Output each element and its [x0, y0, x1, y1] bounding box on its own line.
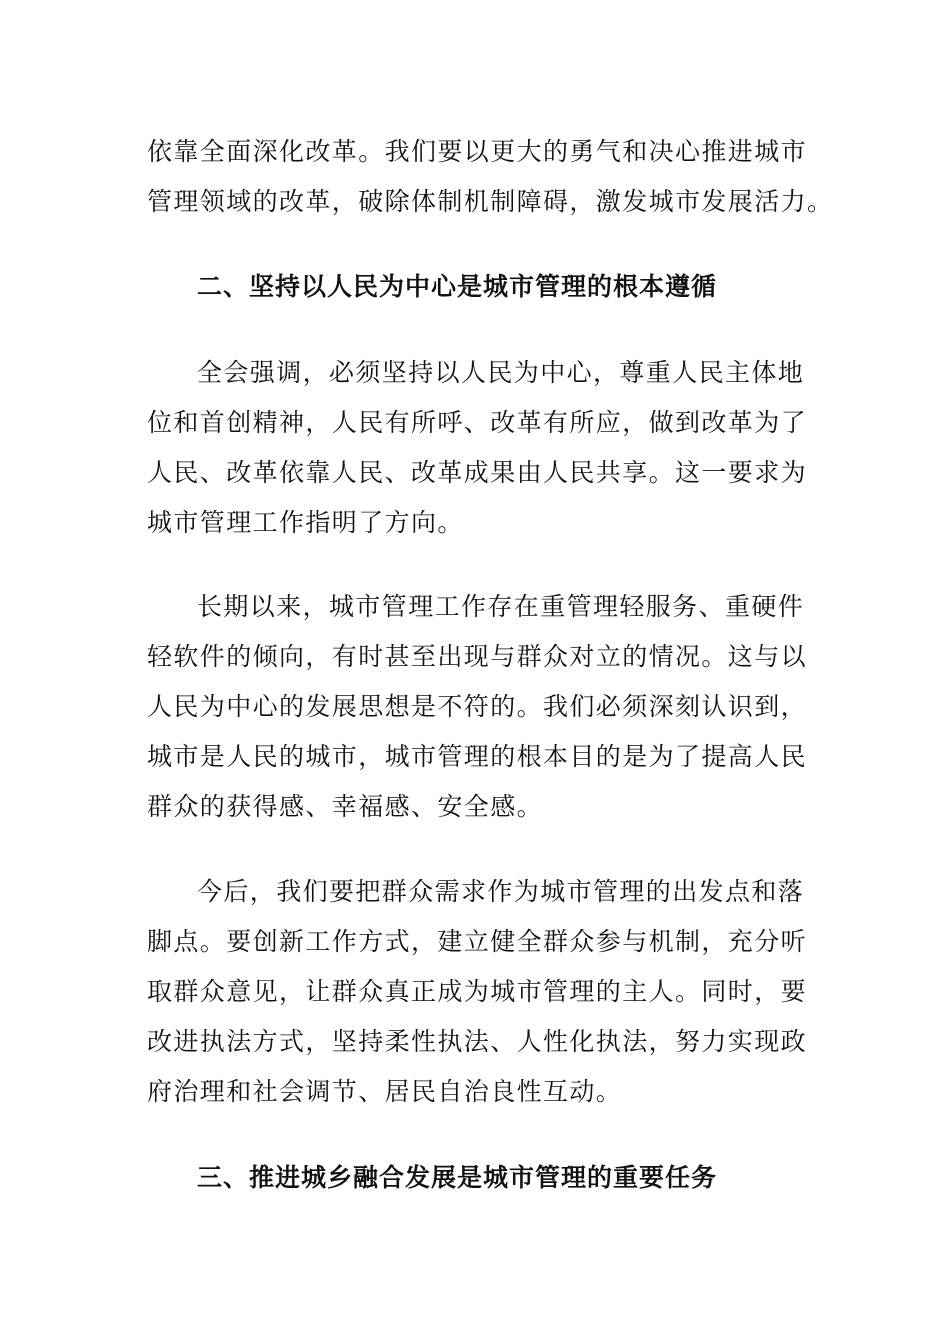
section-2-p3-line-1: 今后，我们要把群众需求作为城市管理的出发点和落: [197, 877, 805, 906]
section-2-p1-line-4: 城市管理工作指明了方向。: [147, 508, 464, 537]
section-2-p3-line-4: 改进执法方式，坚持柔性执法、人性化执法，努力实现政: [147, 1027, 808, 1056]
section-2-p2-line-5: 群众的获得感、幸福感、安全感。: [147, 792, 544, 821]
section-2-p1-line-3: 人民、改革依靠人民、改革成果由人民共享。这一要求为: [147, 458, 808, 487]
section-3-heading: 三、推进城乡融合发展是城市管理的重要任务: [197, 1163, 718, 1192]
section-2-p3-line-2: 脚点。要创新工作方式，建立健全群众参与机制，充分听: [147, 927, 808, 956]
section-2-p1-line-2: 位和首创精神，人民有所呼、改革有所应，做到改革为了: [147, 408, 808, 437]
section-2-p1-line-1: 全会强调，必须坚持以人民为中心，尊重人民主体地: [197, 358, 805, 387]
intro-line-2: 管理领域的改革，破除体制机制障碍，激发城市发展活力。: [147, 187, 834, 216]
section-2-p2-line-2: 轻软件的倾向，有时甚至出现与群众对立的情况。这与以: [147, 642, 808, 671]
section-2-p3-line-5: 府治理和社会调节、居民自治良性互动。: [147, 1077, 623, 1106]
section-2-p2-line-1: 长期以来，城市管理工作存在重管理轻服务、重硬件: [197, 592, 805, 621]
section-2-p2-line-4: 城市是人民的城市，城市管理的根本目的是为了提高人民: [147, 742, 808, 771]
intro-line-1: 依靠全面深化改革。我们要以更大的勇气和决心推进城市: [147, 137, 808, 166]
section-2-p2-line-3: 人民为中心的发展思想是不符的。我们必须深刻认识到，: [147, 692, 808, 721]
section-2-p3-line-3: 取群众意见，让群众真正成为城市管理的主人。同时，要: [147, 977, 808, 1006]
section-2-heading: 二、坚持以人民为中心是城市管理的根本遵循: [197, 272, 718, 301]
